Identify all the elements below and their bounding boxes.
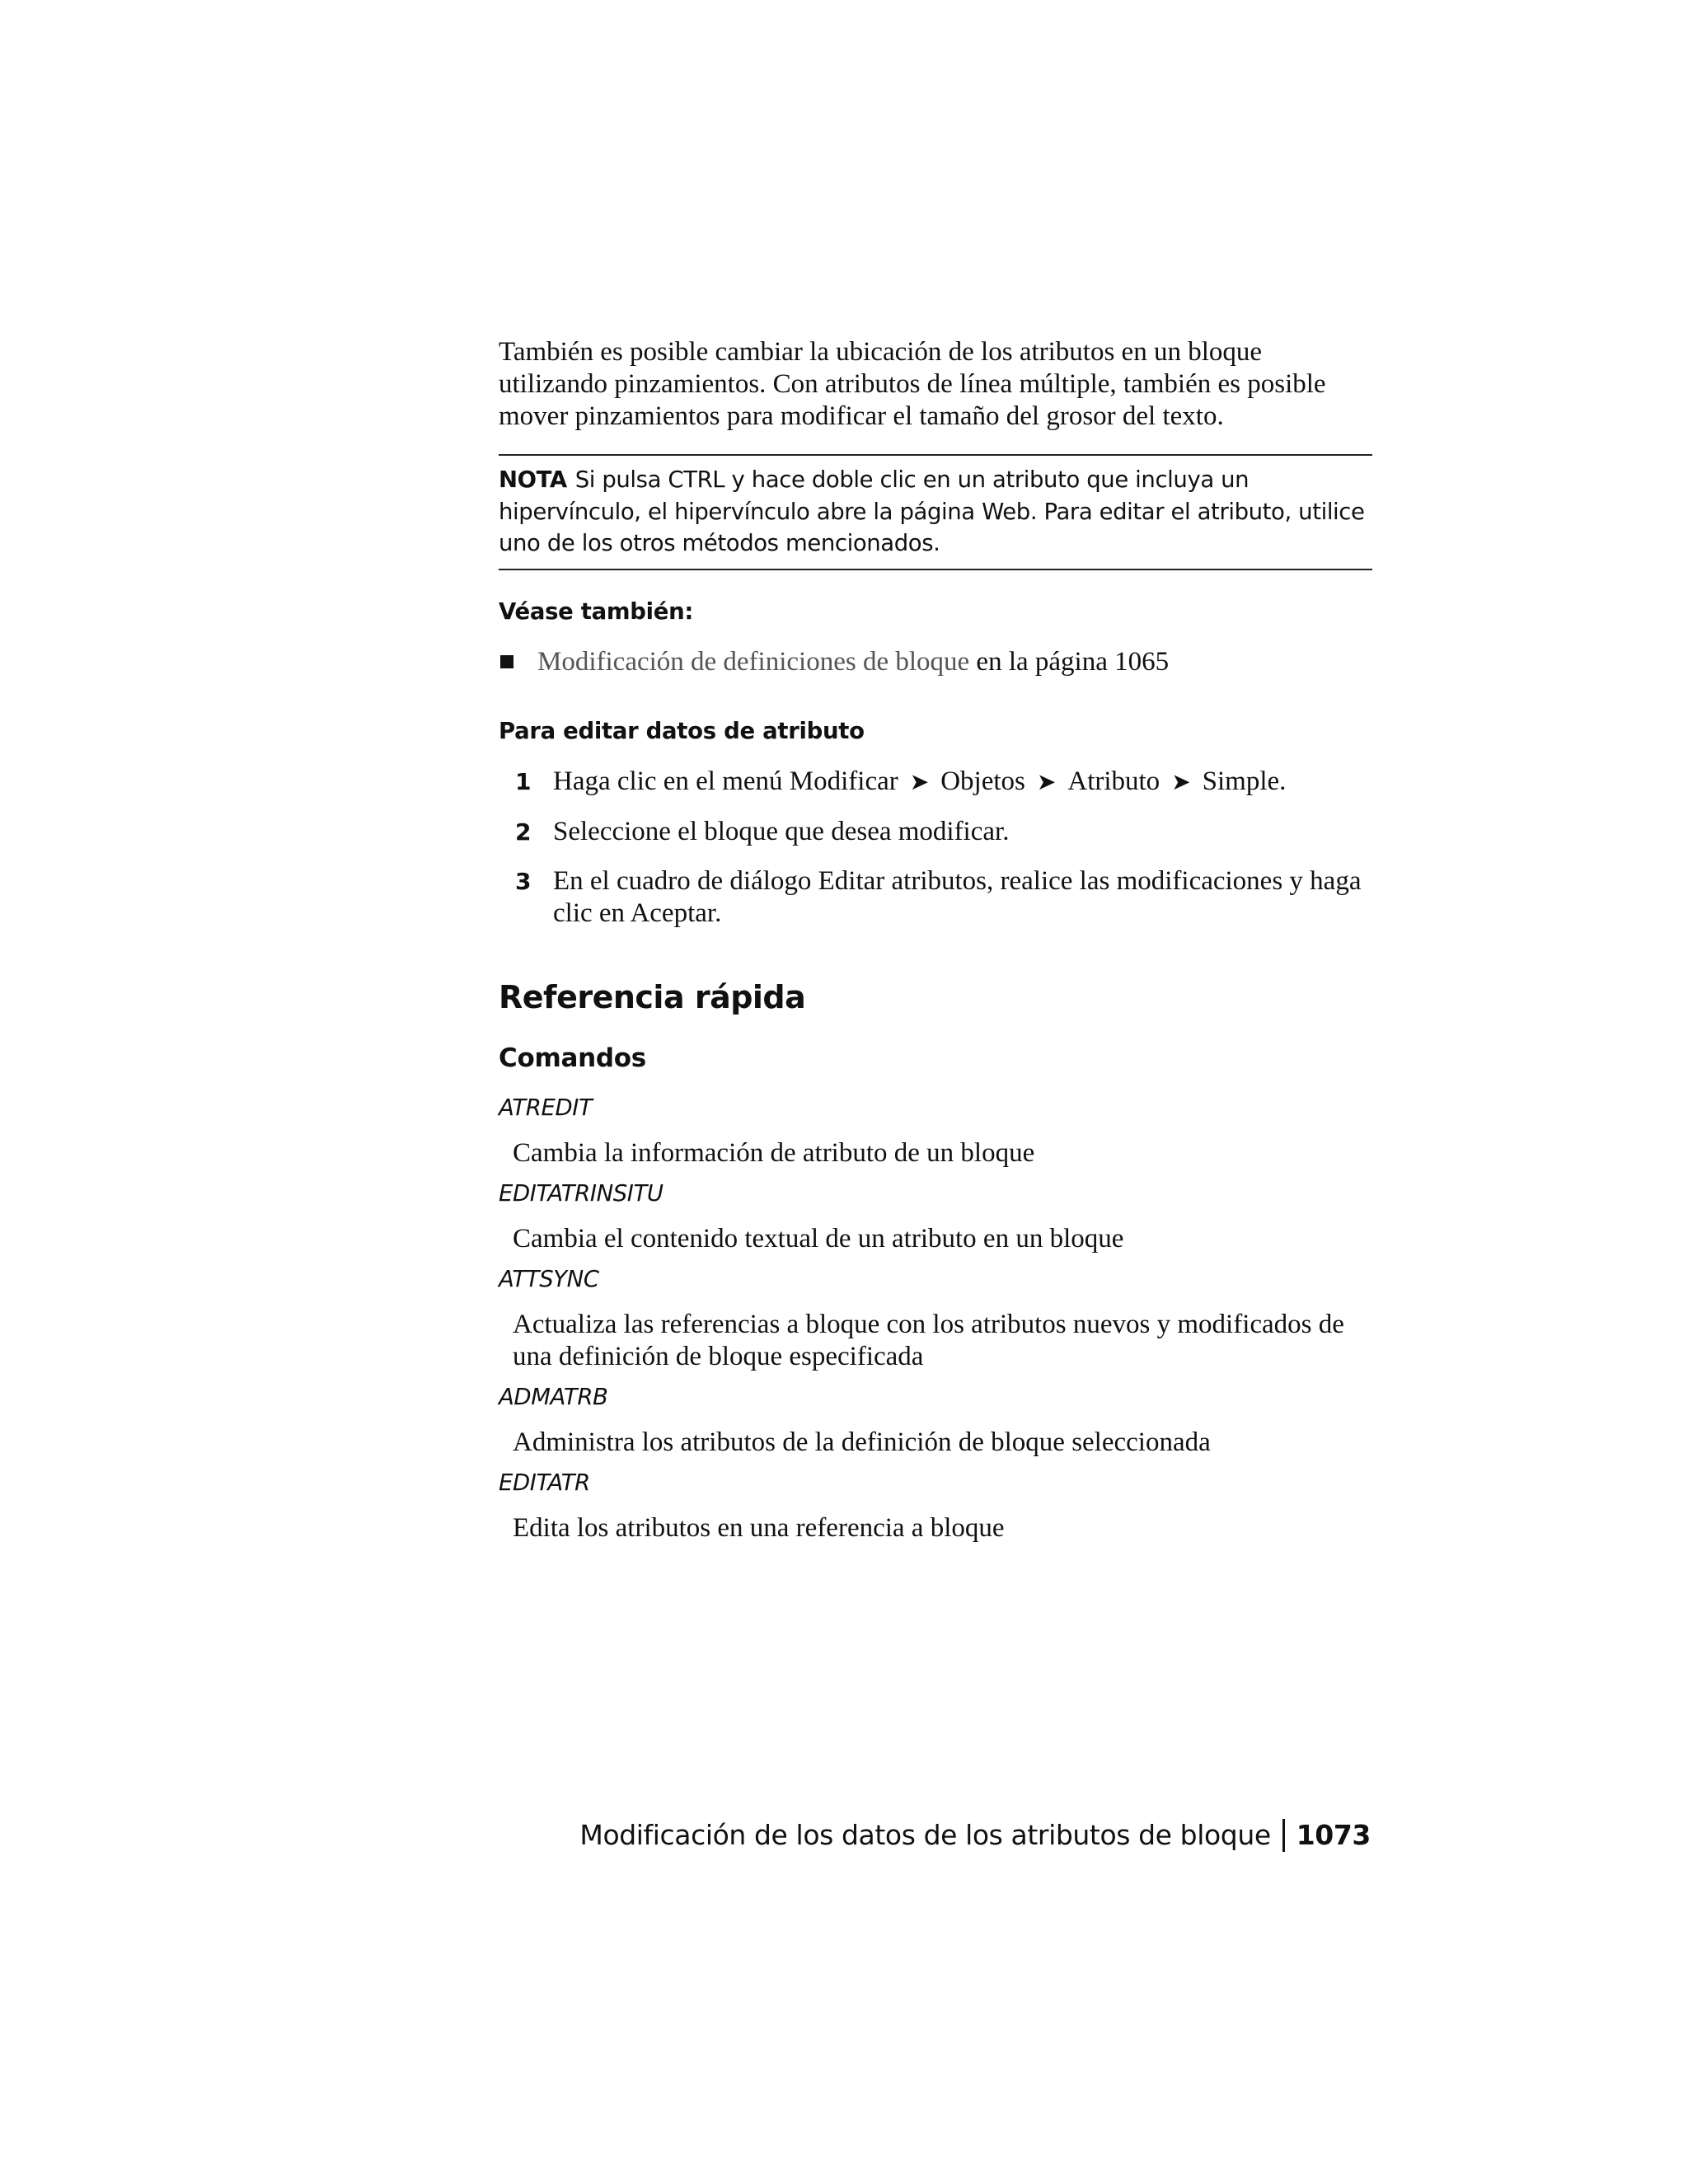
step-number: 3 (515, 867, 532, 895)
note-text: Si pulsa CTRL y hace doble clic en un atributo que incluya un hipervínculo, el hipervínculo abre la página Web. Para editar el atributo, utilice uno de los otros métodos mencionados. (499, 466, 1365, 556)
see-also-item (499, 646, 1372, 678)
command-description: Cambia el contenido textual de un atributo en un bloque (513, 1223, 1124, 1254)
command-name: EDITATR (499, 1469, 590, 1496)
command-name: ADMATRB (499, 1383, 608, 1410)
menu-path-part: Simple. (1202, 766, 1287, 796)
page-content (499, 336, 1372, 1544)
commands-list (499, 1093, 1372, 1544)
note-box (499, 454, 1372, 570)
command-description: Actualiza las referencias a bloque con los atributos nuevos y modificados de una definición de bloque especificada (513, 1309, 1344, 1371)
step-text: En el cuadro de diálogo Editar atributos, realice las modificaciones y haga clic en Aceptar. (553, 865, 1362, 928)
step-item (499, 816, 1372, 848)
note-label: NOTA (499, 466, 567, 493)
menu-path-part: Objetos (940, 766, 1025, 796)
step-text (553, 766, 1372, 799)
arrow-right-icon: ➤ (1171, 769, 1191, 795)
procedure-title: Para editar datos de atributo (499, 717, 865, 744)
step-number: 2 (515, 818, 532, 846)
see-also-suffix: en la página 1065 (969, 646, 1170, 677)
see-also-title: Véase también: (499, 598, 694, 625)
see-also-link[interactable]: Modificación de definiciones de bloque (537, 646, 970, 677)
command-description: Edita los atributos en una referencia a bloque (513, 1512, 1005, 1543)
page-footer (579, 1817, 1371, 1854)
procedure-steps (499, 766, 1372, 930)
command-name: EDITATRINSITU (499, 1179, 663, 1207)
footer-title: Modificación de los datos de los atributos de bloque (579, 1819, 1271, 1851)
page-number: 1073 (1296, 1819, 1371, 1851)
section-title: Referencia rápida (499, 978, 806, 1015)
menu-path-part: Haga clic en el menú Modificar (553, 766, 898, 796)
command-description: Administra los atributos de la definición de bloque seleccionada (513, 1427, 1211, 1457)
bullet-square-icon (500, 655, 513, 668)
arrow-right-icon: ➤ (909, 769, 930, 795)
step-number: 1 (515, 767, 532, 795)
arrow-right-icon: ➤ (1036, 769, 1057, 795)
command-name: ATTSYNC (499, 1265, 599, 1292)
command-description: Cambia la información de atributo de un bloque (513, 1137, 1035, 1168)
intro-paragraph: También es posible cambiar la ubicación de los atributos en un bloque utilizando pinzamientos. Con atributos de línea múltiple, también es posible mover pinzamientos para modificar el tamaño del grosor del texto. (499, 337, 1326, 431)
step-item (499, 865, 1372, 930)
step-item (499, 766, 1372, 799)
menu-path-part: Atributo (1067, 766, 1160, 796)
commands-title: Comandos (499, 1043, 646, 1073)
footer-divider (1282, 1819, 1285, 1852)
step-text: Seleccione el bloque que desea modificar. (553, 816, 1010, 846)
command-name: ATREDIT (499, 1094, 593, 1121)
